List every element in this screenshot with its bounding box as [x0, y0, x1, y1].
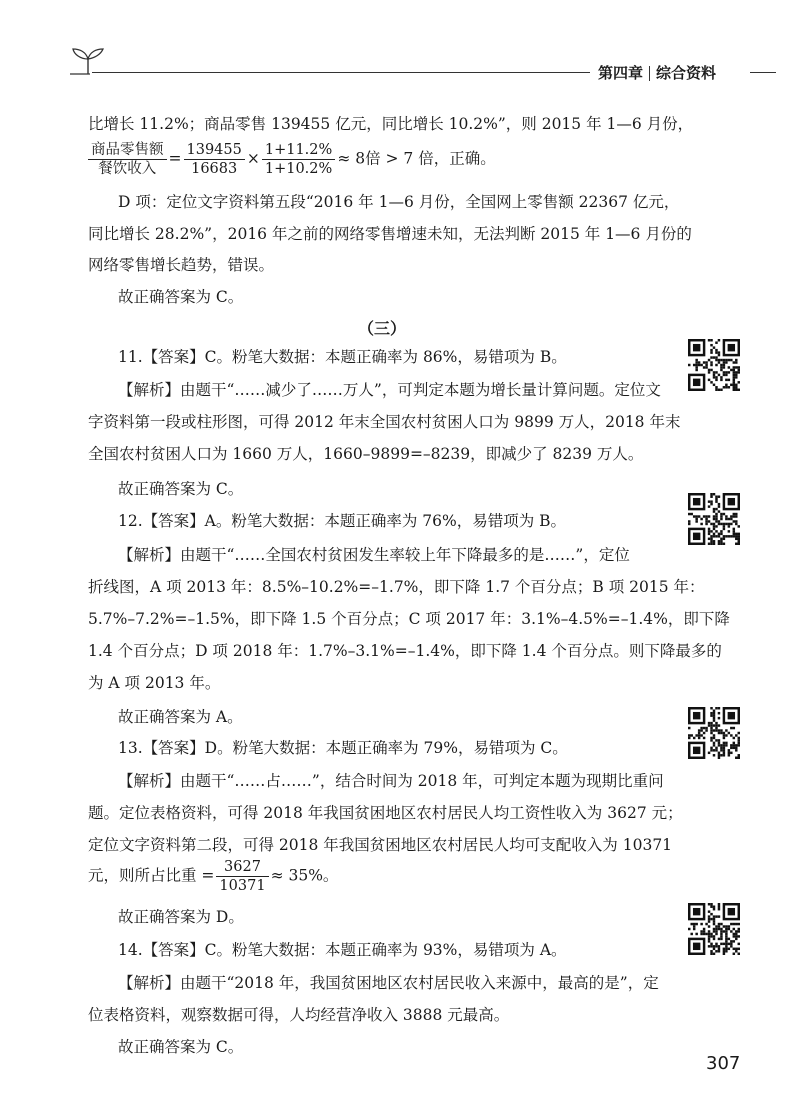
text-line: 同比增长 28.2%”，2016 年之前的网络零售增速未知，无法判断 2015 年 1—6 月份的 — [88, 225, 692, 243]
chapter-number: 第四章 — [598, 64, 644, 82]
text-line: 故正确答案为 D。 — [118, 908, 244, 926]
text-line: 比增长 11.2%；商品零售 139455 亿元，同比增长 10.2%”，则 2015 年 1—6 月份， — [88, 115, 694, 133]
text-line: 故正确答案为 C。 — [118, 480, 244, 498]
text-line: 【解析】由题干“……占……”，结合时间为 2018 年，可判定本题为现期比重问 — [118, 772, 664, 790]
fraction: $\frac{1+11.2\%}{1+10.2\%}$ — [262, 141, 335, 178]
header-rule-right — [750, 72, 776, 73]
answer-line: 12.【答案】A。粉笔大数据：本题正确率为 76%，易错项为 B。 — [118, 512, 567, 530]
answer-line: 13.【答案】D。粉笔大数据：本题正确率为 79%，易错项为 C。 — [118, 739, 568, 757]
chapter-title: 综合资料 — [656, 64, 717, 82]
text-line: 【解析】由题干“2018 年，我国贫困地区农村居民收入来源中，最高的是”，定 — [118, 974, 659, 992]
fraction: $\frac{3627}{10371}$ — [216, 858, 268, 895]
fraction: $\frac{\text{商品零售额}}{\text{餐饮收入}}$ — [88, 141, 167, 178]
text-line: 【解析】由题干“……减少了……万人”，可判定本题为增长量计算问题。定位文 — [118, 381, 661, 399]
text-line: 为 A 项 2013 年。 — [88, 674, 221, 692]
text-line: 定位文字资料第二段，可得 2018 年我国贫困地区农村居民人均可支配收入为 10371 — [88, 836, 673, 854]
formula-line: $\frac{\text{商品零售额}}{\text{餐饮收入}}$ = $\frac{139455}{16683}$ × $\frac{1+11.2\%}{1+10.2\%}$ ≈ 8倍 > 7 倍，正确。 — [86, 141, 496, 178]
page-number: 307 — [706, 1053, 741, 1074]
formula-line: 元，则所占比重 = $\frac{3627}{10371}$ ≈ 35%。 — [88, 859, 339, 894]
qr-code-icon[interactable] — [688, 339, 740, 391]
text-line: 全国农村贫困人口为 1660 万人，1660–9899=–8239，即减少了 8239 万人。 — [88, 445, 644, 463]
qr-code-icon[interactable] — [688, 903, 740, 955]
answer-line: 14.【答案】C。粉笔大数据：本题正确率为 93%，易错项为 A。 — [118, 941, 567, 959]
section-title: （三） — [358, 319, 407, 338]
qr-code-icon[interactable] — [688, 493, 740, 545]
text-line: D 项：定位文字资料第五段“2016 年 1—6 月份，全国网上零售额 22367 亿元， — [118, 193, 680, 211]
chapter-heading — [598, 62, 716, 83]
text-line: 故正确答案为 C。 — [118, 1038, 244, 1056]
text-line: 【解析】由题干“……全国农村贫困发生率较上年下降最多的是……”，定位 — [118, 546, 630, 564]
text-line: 位表格资料，观察数据可得，人均经营净收入 3888 元最高。 — [88, 1006, 510, 1024]
text-line: 5.7%–7.2%=–1.5%，即下降 1.5 个百分点；C 项 2017 年：3.1%–4.5%=–1.4%，即下降 — [88, 610, 730, 628]
text-line: 1.4 个百分点；D 项 2018 年：1.7%–3.1%=–1.4%，即下降 1.4 个百分点。则下降最多的 — [88, 642, 722, 660]
text-line: 故正确答案为 C。 — [118, 288, 244, 306]
answer-line: 11.【答案】C。粉笔大数据：本题正确率为 86%，易错项为 B。 — [118, 348, 567, 366]
text-line: 字资料第一段或柱形图，可得 2012 年末全国农村贫困人口为 9899 万人，2018 年末 — [88, 413, 681, 431]
qr-code-icon[interactable] — [688, 707, 740, 759]
text-line: 故正确答案为 A。 — [118, 708, 243, 726]
fraction: $\frac{139455}{16683}$ — [184, 141, 245, 178]
header-rule-left — [92, 72, 590, 73]
text-line: 网络零售增长趋势，错误。 — [88, 256, 275, 274]
text-line: 折线图，A 项 2013 年：8.5%–10.2%=–1.7%，即下降 1.7 个百分点；B 项 2015 年： — [88, 578, 705, 596]
text-line: 题。定位表格资料，可得 2018 年我国贫困地区农村居民人均工资性收入为 3627 元； — [88, 804, 683, 822]
